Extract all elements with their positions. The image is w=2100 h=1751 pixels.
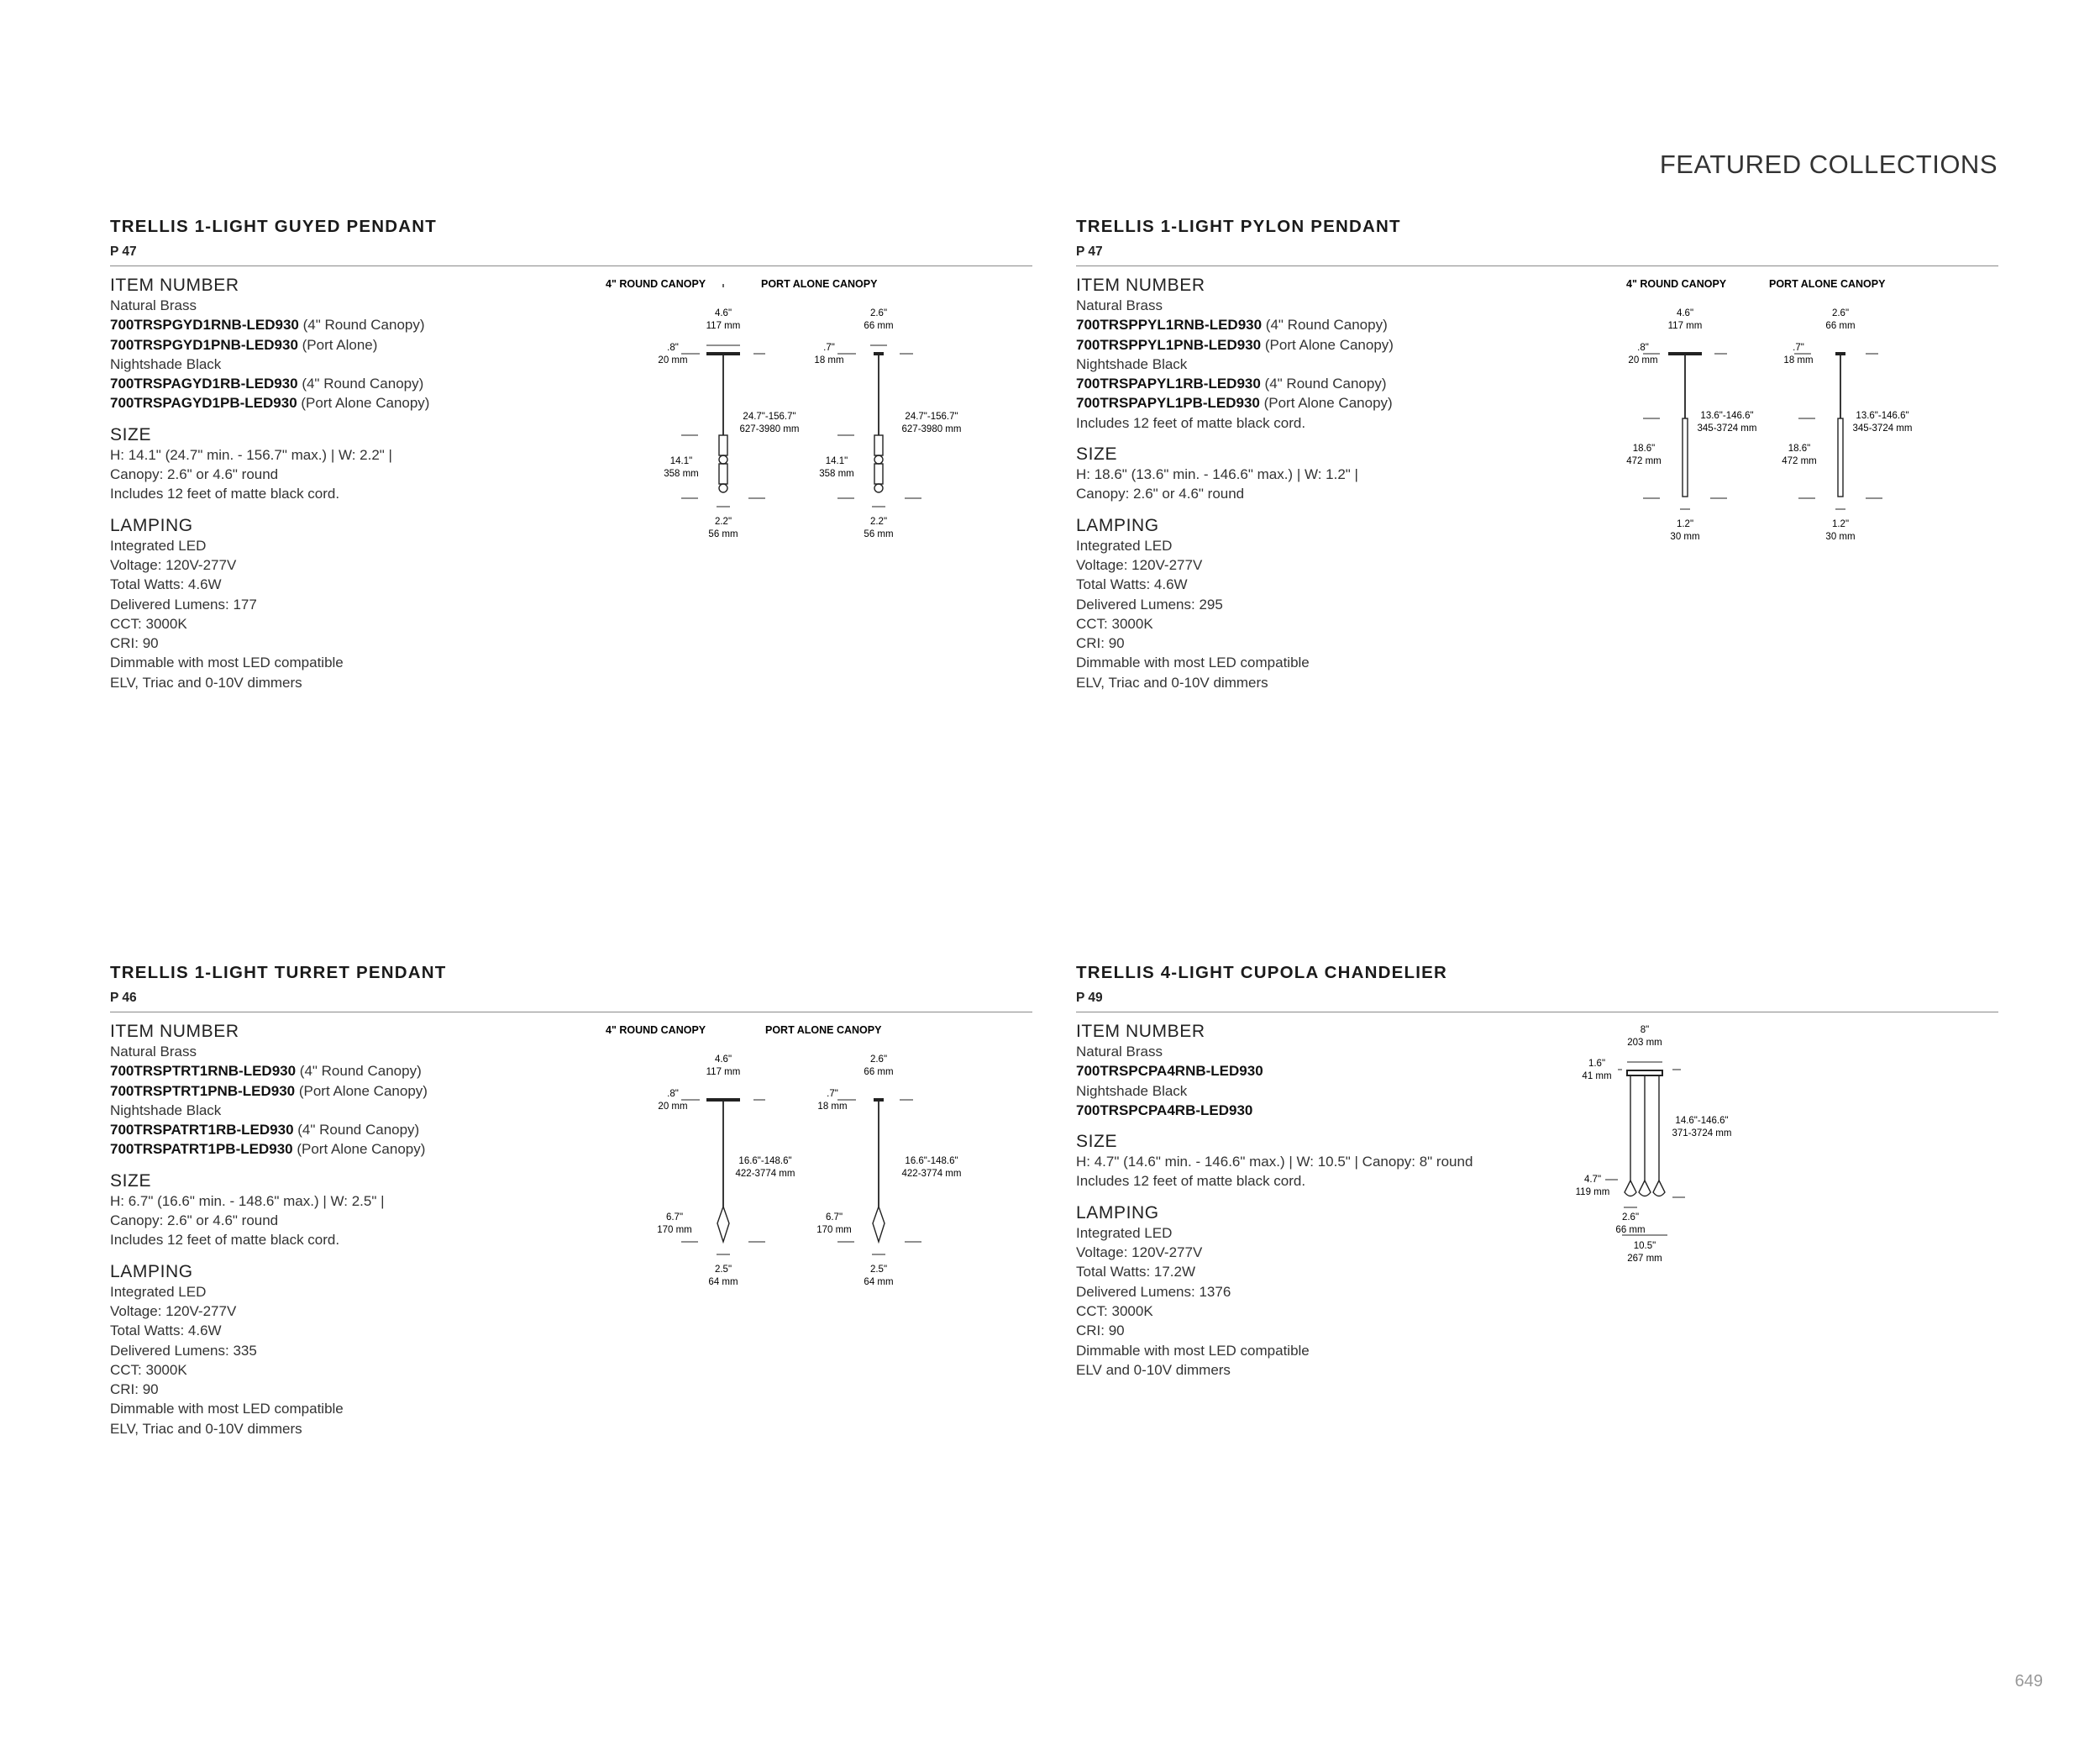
- diagram-caption-left: 4" ROUND CANOPY: [606, 1024, 706, 1036]
- sku-line: [1076, 374, 1580, 393]
- dim-width-in: 2.2": [869, 517, 888, 527]
- size-line: Includes 12 feet of matte black cord.: [110, 1232, 340, 1249]
- dim-cap-mm: 41 mm: [1582, 1071, 1612, 1081]
- sku-line: [110, 1120, 614, 1139]
- size-label: SIZE: [1076, 1132, 1118, 1152]
- dim-overall-mm: 627-3980 mm: [739, 424, 800, 434]
- dim-overall-in: 24.7"-156.7": [743, 412, 796, 422]
- lamping-line: Voltage: 120V-277V: [110, 1302, 237, 1319]
- lamping-line: Delivered Lumens: 177: [110, 596, 257, 613]
- dim-cap-in: .7": [1793, 343, 1804, 353]
- dim-cap-mm: 20 mm: [658, 355, 688, 365]
- lamping-line: ELV, Triac and 0-10V dimmers: [1076, 674, 1268, 691]
- lamping-line: CRI: 90: [110, 635, 159, 652]
- dim-canopy-in: 2.6": [869, 308, 888, 318]
- dim-body-mm: 170 mm: [657, 1225, 692, 1235]
- dim-canopy-mm: 117 mm: [1667, 321, 1703, 331]
- sku-note: (4" Round Canopy): [296, 1063, 422, 1080]
- dim-body-in: 14.1": [825, 456, 848, 466]
- sku: 700TRSPPYL1PNB-LED930: [1076, 336, 1262, 353]
- sku-line: [110, 1139, 614, 1159]
- size-line: Includes 12 feet of matte black cord.: [110, 486, 340, 502]
- dim-canopy-mm: 117 mm: [706, 321, 741, 331]
- lamping-line: CCT: 3000K: [1076, 615, 1153, 632]
- size-line: H: 6.7" (16.6" min. - 148.6" max.) | W: 2.5" |: [110, 1192, 385, 1209]
- lamping-line: CRI: 90: [1076, 635, 1125, 652]
- finish-label: Natural Brass: [110, 1044, 197, 1060]
- diagram-caption-left: 4" ROUND CANOPY: [1626, 278, 1727, 290]
- diagram-caption-right: PORT ALONE CANOPY: [1769, 278, 1886, 290]
- dim-body-in: 6.7": [825, 1212, 843, 1223]
- dim-body-in: 18.6": [1632, 444, 1656, 454]
- size-label: SIZE: [1076, 444, 1118, 465]
- size-line: Canopy: 2.6" or 4.6" round: [1076, 486, 1245, 502]
- dim-width-in: 2.5": [714, 1265, 732, 1275]
- sku: 700TRSPGYD1RNB-LED930: [110, 317, 299, 334]
- sku: 700TRSPAPYL1PB-LED930: [1076, 395, 1260, 412]
- sku: 700TRSPATRT1RB-LED930: [110, 1122, 294, 1138]
- dim-width-in: 1.2": [1676, 519, 1694, 529]
- section-page-ref: P 49: [1076, 991, 1103, 1005]
- sku-note: (Port Alone Canopy): [295, 1082, 428, 1099]
- sku-line: [1076, 315, 1580, 334]
- lamping-label: LAMPING: [1076, 515, 1159, 535]
- dim-canopy-in: 2.6": [1831, 308, 1850, 318]
- section-page-ref: P 47: [110, 245, 137, 259]
- dim-width-mm: 267 mm: [1627, 1254, 1662, 1264]
- dim-width-mm: 64 mm: [708, 1277, 738, 1287]
- dim-cap-in: .8": [667, 343, 679, 353]
- dim-body-mm: 472 mm: [1782, 456, 1817, 466]
- lamping-line: ELV, Triac and 0-10V dimmers: [110, 1420, 302, 1437]
- dim-overall-in: 13.6"-146.6": [1856, 411, 1909, 421]
- section-title: TRELLIS 4-LIGHT CUPOLA CHANDELIER: [1076, 963, 1448, 982]
- dim-overall-in: 16.6"-148.6": [905, 1156, 958, 1166]
- lamping-line: ELV, Triac and 0-10V dimmers: [110, 674, 302, 691]
- dim-overall-in: 13.6"-146.6": [1700, 411, 1754, 421]
- dim-canopy-in: 4.6": [714, 1054, 732, 1065]
- item-number-label: ITEM NUMBER: [1076, 276, 1205, 295]
- size-line: H: 18.6" (13.6" min. - 146.6" max.) | W: 1.2" |: [1076, 466, 1358, 483]
- lamping-line: CRI: 90: [110, 1381, 159, 1398]
- finish-label: Nightshade Black: [1076, 1082, 1188, 1099]
- lamping-line: Dimmable with most LED compatible: [1076, 1342, 1310, 1359]
- sku-note: (Port Alone Canopy): [292, 1141, 426, 1158]
- sku-note: (Port Alone Canopy): [1259, 395, 1393, 412]
- sku-line: [110, 1081, 614, 1101]
- lamping-line: CCT: 3000K: [1076, 1302, 1153, 1319]
- dim-width-in: 2.5": [869, 1265, 888, 1275]
- sku: 700TRSPAPYL1RB-LED930: [1076, 376, 1261, 392]
- sku-line: [110, 374, 614, 393]
- dim-canopy-in: 8": [1640, 1025, 1650, 1035]
- finish-label: Nightshade Black: [110, 355, 222, 372]
- sku-line: [1076, 335, 1580, 355]
- lamping-line: Voltage: 120V-277V: [1076, 556, 1203, 573]
- item-number-label: ITEM NUMBER: [110, 1022, 239, 1041]
- dim-width-mm: 30 mm: [1825, 532, 1856, 542]
- product-section-cupola: [1076, 963, 1998, 1378]
- lamping-line: CCT: 3000K: [110, 1361, 187, 1378]
- sku: 700TRSPCPA4RNB-LED930: [1076, 1063, 1263, 1080]
- diagram-caption-right: PORT ALONE CANOPY: [761, 278, 878, 290]
- product-section-pylon: [1076, 217, 1998, 691]
- lamping-label: LAMPING: [110, 1261, 193, 1281]
- lamping-line: Integrated LED: [1076, 537, 1173, 554]
- dim-canopy-mm: 117 mm: [706, 1067, 741, 1077]
- dim-canopy-mm: 66 mm: [1825, 321, 1856, 331]
- dim-width-mm: 30 mm: [1670, 532, 1700, 542]
- dim-width-in: 2.2": [714, 517, 732, 527]
- lamping-line: Total Watts: 4.6W: [110, 576, 222, 593]
- sku: 700TRSPAGYD1RB-LED930: [110, 376, 298, 392]
- dimension-diagram: [589, 1022, 1042, 1291]
- dim-width-mm: 64 mm: [864, 1277, 894, 1287]
- lamping-line: CCT: 3000K: [110, 615, 187, 632]
- dim-width-in: 1.2": [1831, 519, 1850, 529]
- dim-body-mm: 170 mm: [816, 1225, 852, 1235]
- dimension-diagram: [1555, 1018, 1807, 1287]
- dim-body-mm: 358 mm: [819, 469, 854, 479]
- spec-block: [1076, 276, 1580, 692]
- lamping-line: Integrated LED: [110, 537, 207, 554]
- lamping-line: Delivered Lumens: 295: [1076, 596, 1223, 613]
- sku: 700TRSPATRT1PB-LED930: [110, 1141, 293, 1158]
- sku-line: [110, 335, 614, 355]
- dim-body-mm: 358 mm: [664, 469, 699, 479]
- size-line: H: 14.1" (24.7" min. - 156.7" max.) | W: 2.2" |: [110, 446, 392, 463]
- lamping-line: ELV and 0-10V dimmers: [1076, 1361, 1231, 1378]
- lamping-label: LAMPING: [1076, 1202, 1159, 1223]
- dim-width-mm: 56 mm: [864, 529, 894, 539]
- dim-overall-in: 16.6"-148.6": [738, 1156, 792, 1166]
- dim-cap-in: .7": [827, 1089, 838, 1099]
- product-section-guyed: [110, 217, 1032, 691]
- lamping-line: Voltage: 120V-277V: [1076, 1244, 1203, 1261]
- diagram-caption-right: PORT ALONE CANOPY: [765, 1024, 882, 1036]
- size-line: Canopy: 2.6" or 4.6" round: [110, 1212, 279, 1229]
- dim-cap-mm: 18 mm: [814, 355, 844, 365]
- dim-canopy-mm: 66 mm: [864, 1067, 894, 1077]
- sku-line: [110, 1061, 614, 1081]
- section-page-ref: P 47: [1076, 245, 1103, 259]
- page-number: 649: [2014, 1672, 2043, 1691]
- product-section-turret: [110, 963, 1032, 1437]
- page-header-title: FEATURED COLLECTIONS: [1659, 150, 1998, 179]
- size-line: H: 4.7" (14.6" min. - 146.6" max.) | W: 10.5" | Canopy: 8" round: [1076, 1154, 1473, 1170]
- dim-width-in: 10.5": [1633, 1241, 1656, 1251]
- dim-cap-in: .8": [1637, 343, 1649, 353]
- dim-shade-in: 2.6": [1621, 1212, 1640, 1223]
- dim-overall-mm: 345-3724 mm: [1852, 423, 1913, 434]
- dim-overall-in: 24.7"-156.7": [905, 412, 958, 422]
- sku: 700TRSPGYD1PNB-LED930: [110, 336, 298, 353]
- lamping-line: Dimmable with most LED compatible: [110, 655, 344, 671]
- sku-note: (Port Alone Canopy): [1261, 336, 1394, 353]
- dim-canopy-mm: 66 mm: [864, 321, 894, 331]
- sku-line: [110, 315, 614, 334]
- sku: 700TRSPPYL1RNB-LED930: [1076, 317, 1263, 334]
- size-line: Includes 12 feet of matte black cord.: [1076, 1173, 1306, 1190]
- dim-body-mm: 472 mm: [1626, 456, 1662, 466]
- dim-overall-mm: 422-3774 mm: [735, 1169, 795, 1179]
- sku-line: [110, 393, 614, 413]
- sku: 700TRSPAGYD1PB-LED930: [110, 395, 297, 412]
- finish-label: Nightshade Black: [1076, 355, 1188, 372]
- dim-cap-mm: 18 mm: [1783, 355, 1814, 365]
- lamping-line: Total Watts: 4.6W: [110, 1322, 222, 1339]
- sku-note: (4" Round Canopy): [1260, 376, 1387, 392]
- dim-width-mm: 56 mm: [708, 529, 738, 539]
- sku: 700TRSPTRT1PNB-LED930: [110, 1082, 296, 1099]
- lamping-line: Integrated LED: [110, 1283, 207, 1300]
- dim-canopy-in: 4.6": [714, 308, 732, 318]
- sku-note: (4" Round Canopy): [293, 1122, 420, 1138]
- section-title: TRELLIS 1-LIGHT GUYED PENDANT: [110, 217, 438, 236]
- spec-block: [110, 276, 614, 692]
- dim-body-in: 6.7": [665, 1212, 684, 1223]
- sku: 700TRSPCPA4RB-LED930: [1076, 1102, 1253, 1118]
- dim-body-in: 18.6": [1788, 444, 1811, 454]
- sku-note: (4" Round Canopy): [297, 376, 424, 392]
- size-label: SIZE: [110, 424, 152, 444]
- lamping-line: Integrated LED: [1076, 1224, 1173, 1241]
- dim-overall-mm: 371-3724 mm: [1672, 1128, 1732, 1138]
- dim-overall-mm: 627-3980 mm: [901, 424, 962, 434]
- size-label: SIZE: [110, 1170, 152, 1191]
- dim-cap-mm: 20 mm: [1628, 355, 1658, 365]
- sku: 700TRSPTRT1RNB-LED930: [110, 1063, 297, 1080]
- lamping-line: Delivered Lumens: 1376: [1076, 1283, 1231, 1300]
- diagram-caption-left: 4" ROUND CANOPY: [606, 278, 706, 290]
- dim-cap-mm: 20 mm: [658, 1102, 688, 1112]
- sku-note: (4" Round Canopy): [298, 317, 425, 334]
- lamping-line: Voltage: 120V-277V: [110, 556, 237, 573]
- dim-cap-in: .8": [667, 1089, 679, 1099]
- sku-line: [1076, 393, 1580, 413]
- lamping-line: Total Watts: 4.6W: [1076, 576, 1188, 593]
- dim-overall-mm: 422-3774 mm: [901, 1169, 962, 1179]
- dim-body-in: 14.1": [669, 456, 693, 466]
- finish-label: Nightshade Black: [110, 1102, 222, 1118]
- item-number-label: ITEM NUMBER: [1076, 1022, 1205, 1041]
- lamping-line: Delivered Lumens: 335: [110, 1342, 257, 1359]
- section-title: TRELLIS 1-LIGHT PYLON PENDANT: [1076, 217, 1401, 236]
- lamping-line: Dimmable with most LED compatible: [110, 1401, 344, 1417]
- finish-label: Natural Brass: [1076, 1044, 1163, 1060]
- section-title: TRELLIS 1-LIGHT TURRET PENDANT: [110, 963, 447, 982]
- dim-body-mm: 119 mm: [1575, 1187, 1610, 1197]
- sku-note: (4" Round Canopy): [1262, 317, 1388, 334]
- dimension-diagram: [1563, 276, 2000, 544]
- sku-note: (Port Alone Canopy): [297, 395, 430, 412]
- lamping-line: Dimmable with most LED compatible: [1076, 655, 1310, 671]
- lamping-label: LAMPING: [110, 515, 193, 535]
- dim-canopy-mm: 203 mm: [1627, 1038, 1662, 1048]
- dim-canopy-in: 2.6": [869, 1054, 888, 1065]
- finish-label: Natural Brass: [1076, 297, 1163, 313]
- dim-cap-in: .7": [823, 343, 835, 353]
- dim-body-in: 4.7": [1583, 1175, 1602, 1185]
- spec-block: [1076, 1022, 1597, 1380]
- dim-overall-in: 14.6"-146.6": [1675, 1116, 1729, 1126]
- size-line: Canopy: 2.6" or 4.6" round: [110, 466, 279, 483]
- item-number-label: ITEM NUMBER: [110, 276, 239, 295]
- dim-cap-mm: 18 mm: [817, 1102, 848, 1112]
- lamping-line: CRI: 90: [1076, 1322, 1125, 1339]
- section-page-ref: P 46: [110, 991, 137, 1005]
- dim-canopy-in: 4.6": [1676, 308, 1694, 318]
- sku-note: (Port Alone): [297, 336, 378, 353]
- dimension-diagram: [589, 276, 1042, 544]
- cord-note: Includes 12 feet of matte black cord.: [1076, 414, 1306, 431]
- finish-label: Natural Brass: [110, 297, 197, 313]
- dim-overall-mm: 345-3724 mm: [1697, 423, 1757, 434]
- spec-block: [110, 1022, 614, 1438]
- dim-shade-mm: 66 mm: [1615, 1225, 1646, 1235]
- lamping-line: Total Watts: 17.2W: [1076, 1264, 1196, 1280]
- dim-cap-in: 1.6": [1588, 1059, 1606, 1069]
